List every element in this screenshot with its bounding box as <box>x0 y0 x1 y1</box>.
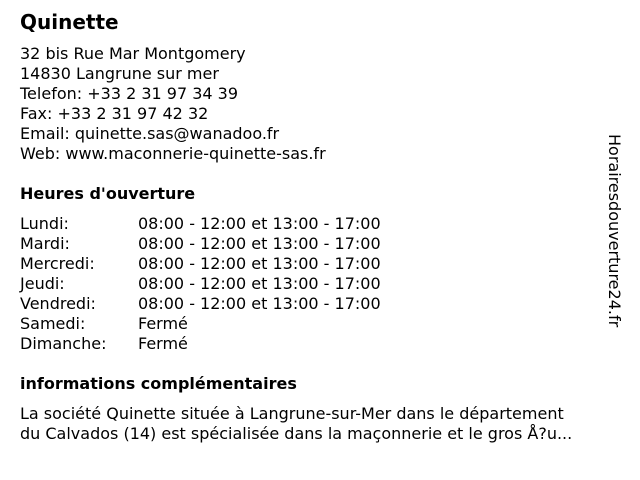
day-label: Vendredi: <box>20 294 96 313</box>
day-hours: 08:00 - 12:00 et 13:00 - 17:00 <box>138 214 381 233</box>
description-text <box>20 404 625 444</box>
site-watermark: Horairesdouverture24.fr <box>605 134 624 328</box>
day-label: Mercredi: <box>20 254 95 273</box>
website-address: Web: www.maconnerie-quinette-sas.fr <box>20 144 326 163</box>
day-hours: 08:00 - 12:00 et 13:00 - 17:00 <box>138 234 381 253</box>
day-hours: Fermé <box>138 334 188 353</box>
day-label: Mardi: <box>20 234 70 253</box>
day-label: Jeudi: <box>20 274 65 293</box>
business-name: Quinette <box>20 10 119 34</box>
day-hours: 08:00 - 12:00 et 13:00 - 17:00 <box>138 254 381 273</box>
day-label: Samedi: <box>20 314 86 333</box>
day-label: Lundi: <box>20 214 69 233</box>
description-line: du Calvados (14) est spécialisée dans la maçonnerie et le gros Å?u... <box>20 424 573 443</box>
phone-number: Telefon: +33 2 31 97 34 39 <box>20 84 239 103</box>
opening-hours-heading: Heures d'ouverture <box>20 184 196 203</box>
day-hours: Fermé <box>138 314 188 333</box>
day-hours: 08:00 - 12:00 et 13:00 - 17:00 <box>138 274 381 293</box>
day-hours: 08:00 - 12:00 et 13:00 - 17:00 <box>138 294 381 313</box>
fax-number: Fax: +33 2 31 97 42 32 <box>20 104 209 123</box>
address-street: 32 bis Rue Mar Montgomery <box>20 44 246 63</box>
address-city: 14830 Langrune sur mer <box>20 64 219 83</box>
description-line: La société Quinette située à Langrune-sur-Mer dans le département <box>20 404 564 423</box>
day-label: Dimanche: <box>20 334 107 353</box>
email-address: Email: quinette.sas@wanadoo.fr <box>20 124 280 143</box>
contact-block <box>20 44 326 164</box>
additional-info-heading: informations complémentaires <box>20 374 297 393</box>
